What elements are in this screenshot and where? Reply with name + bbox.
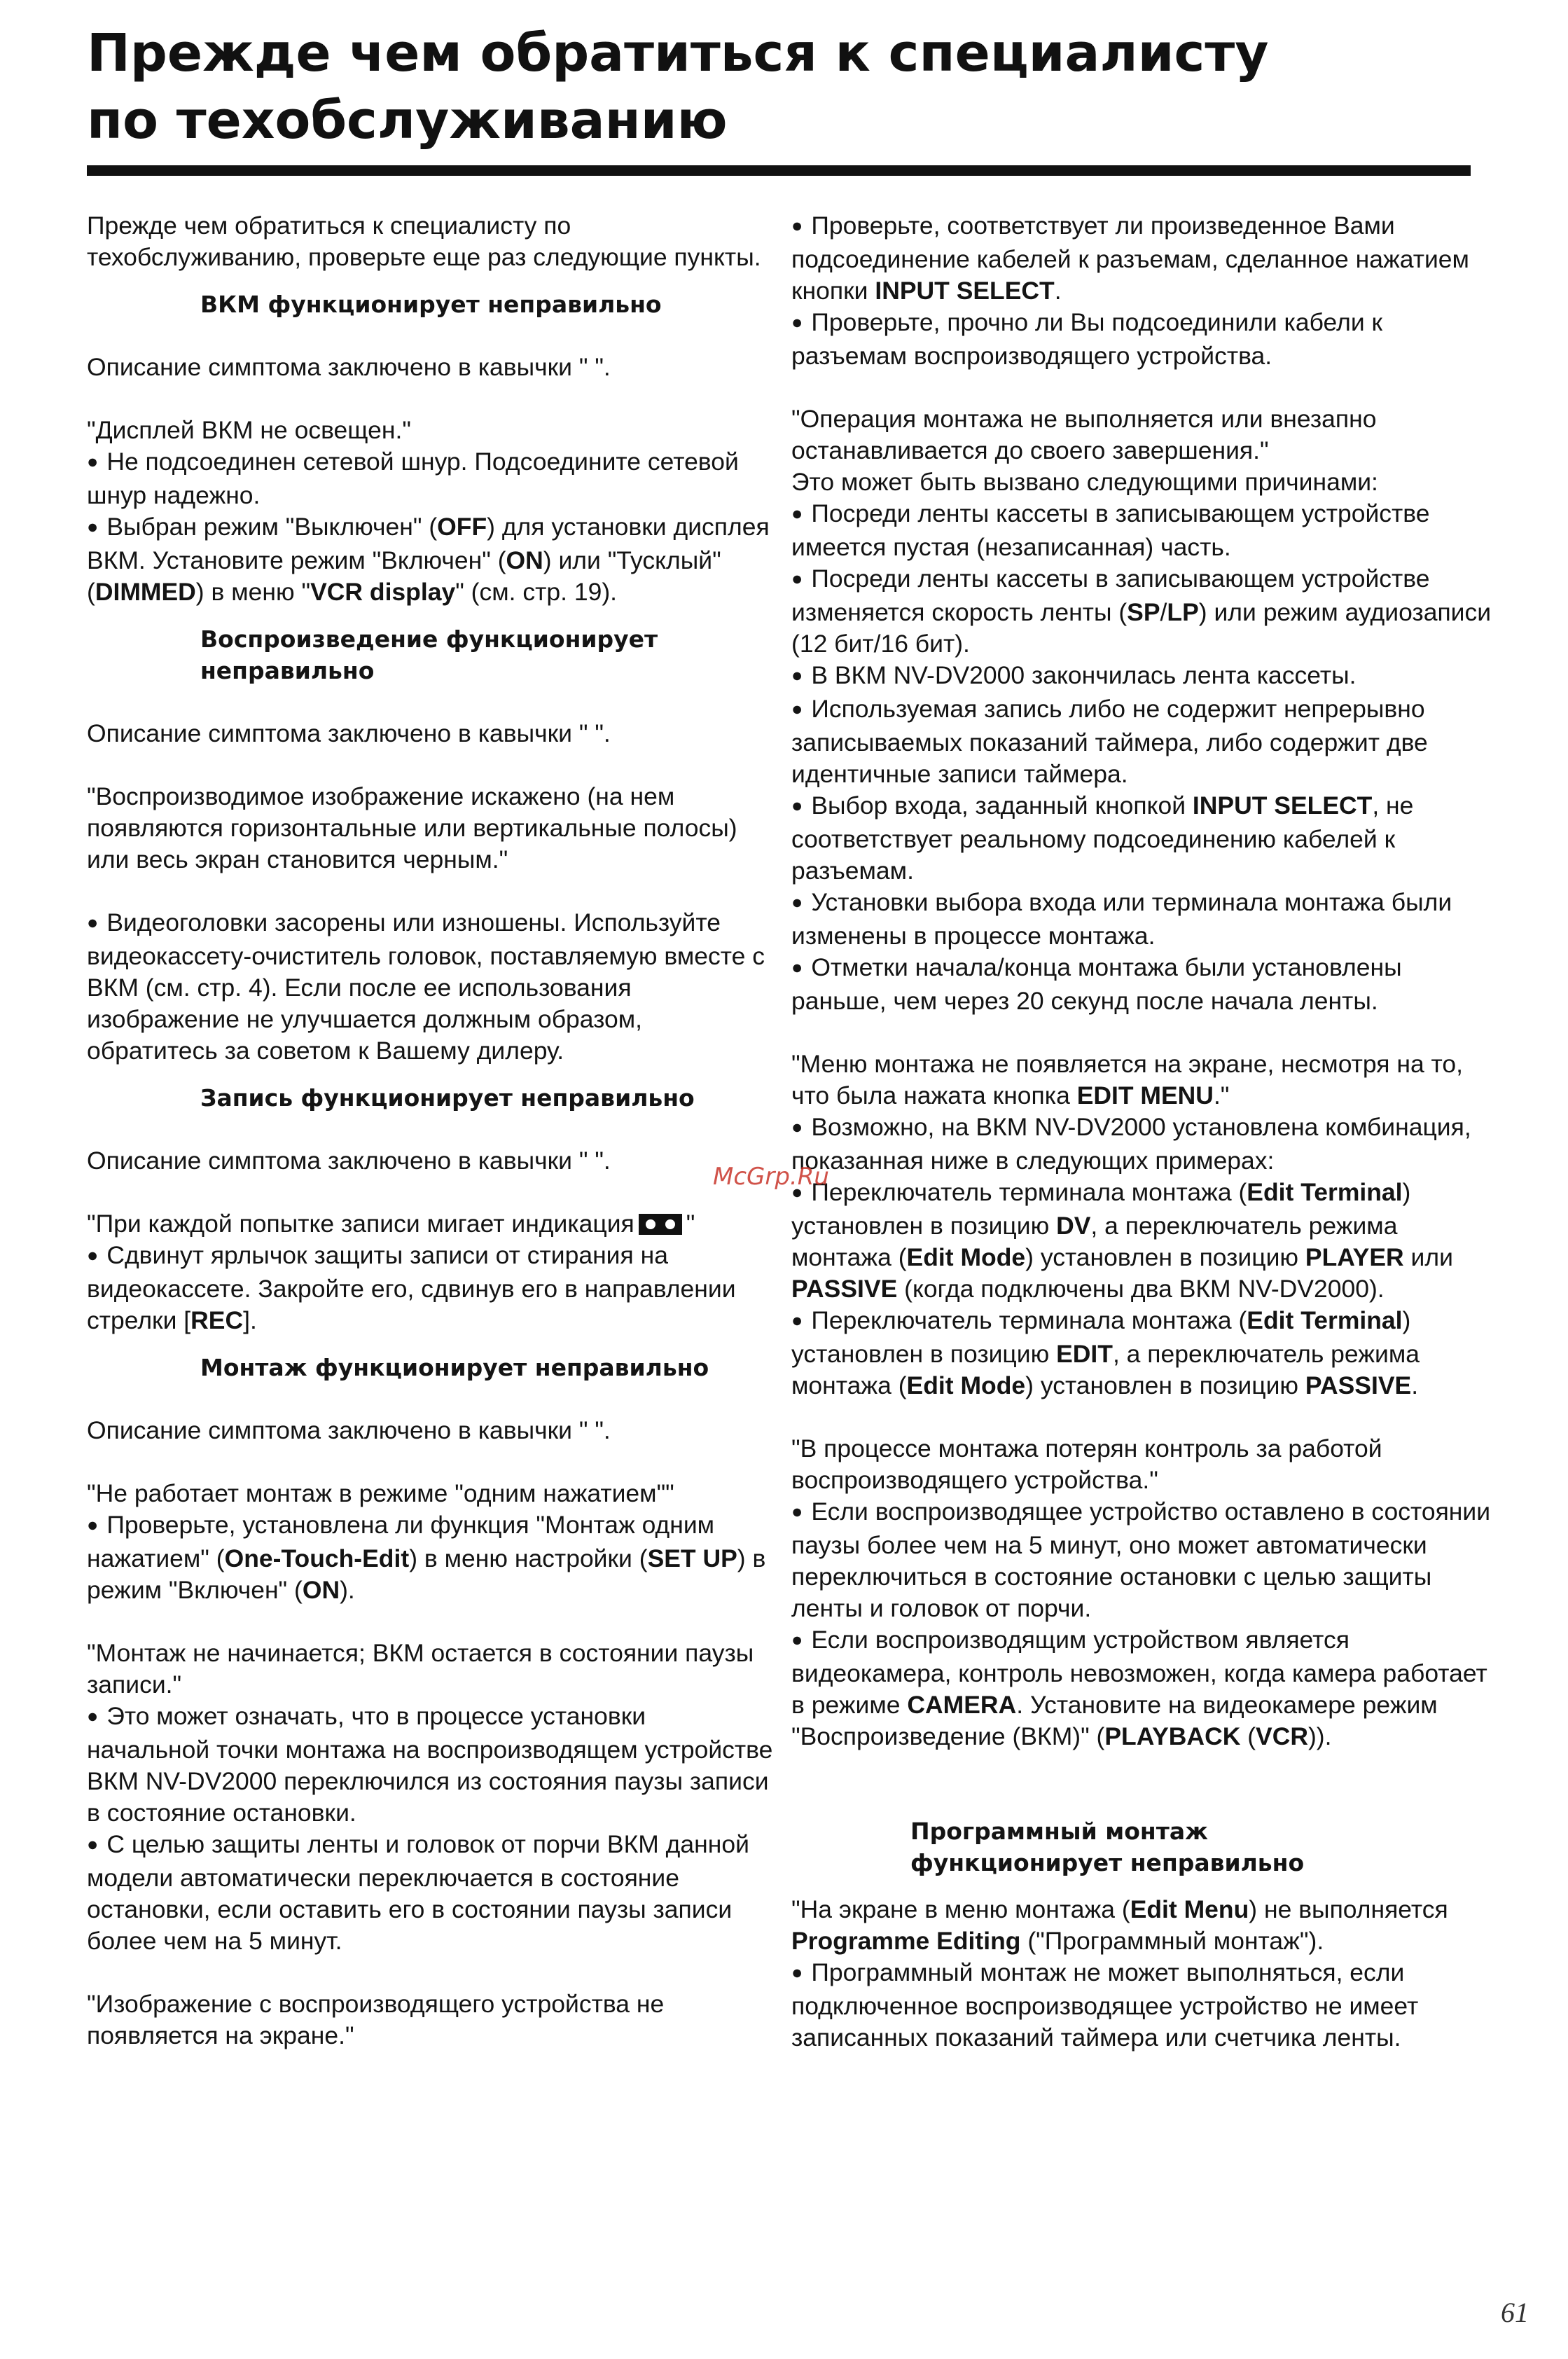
intro-text: Прежде чем обратиться к специалисту по техобслуживанию, проверьте еще раз следующие пункты. xyxy=(87,212,761,271)
symptom-quote: "Дисплей ВКМ не освещен." xyxy=(87,416,411,444)
bullet-item: ● Не подсоединен сетевой шнур. Подсоедините сетевой шнур надежно. xyxy=(87,446,773,511)
bullet-item: ● Посреди ленты кассеты в записывающем устройстве изменяется скорость ленты (SP/LP) или режим аудиозаписи (12 бит/16 бит). xyxy=(791,563,1492,660)
bullet-item: ● В ВКМ NV-DV2000 закончилась лента кассеты. xyxy=(791,660,1492,693)
symptom-note: Описание симптома заключено в кавычки " ". xyxy=(87,353,611,381)
symptom-quote: "Изображение с воспроизводящего устройства не появляется на экране." xyxy=(87,1990,665,2049)
bullet-item: ● Выбор входа, заданный кнопкой INPUT SELECT, не соответствует реальному подсоединению кабелей к разъемам. xyxy=(791,790,1492,887)
bullet-item: ● Проверьте, прочно ли Вы подсоединили кабели к разъемам воспроизводящего устройства. xyxy=(791,307,1492,372)
bullet-item: ● Установки выбора входа или терминала монтажа были изменены в процессе монтажа. xyxy=(791,887,1492,952)
bullet-item: ● Выбран режим "Выключен" (OFF) для установки дисплея ВКМ. Установите режим "Включен" (ON) или "Тусклый" (DIMMED) в меню "VCR display" (см. стр. 19). xyxy=(87,511,773,608)
bullet-item: ● Отметки начала/конца монтажа были установлены раньше, чем через 20 секунд после начала ленты. xyxy=(791,952,1492,1017)
watermark: McGrp.Ru xyxy=(713,1163,829,1191)
symptom-quote: "Воспроизводимое изображение искажено (на нем появляются горизонтальные или вертикальные полосы) или весь экран становится черным." xyxy=(87,782,737,873)
bullet-item: ● Если воспроизводящим устройством является видеокамера, контроль невозможен, когда камера работает в режиме CAMERA. Установите на видеокамере режим "Воспроизведение (ВКМ)" (PLAYBACK (VCR)). xyxy=(791,1624,1492,1752)
page-title-line-2: по техобслуживанию xyxy=(87,90,728,151)
symptom-quote: "Меню монтажа не появляется на экране, несмотря на то, что была нажата кнопка EDIT MENU." xyxy=(791,1050,1464,1109)
symptom-quote: "Не работает монтаж в режиме "одним нажатием"" xyxy=(87,1479,674,1507)
bullet-item: ● Посреди ленты кассеты в записывающем устройстве имеется пустая (незаписанная) часть. xyxy=(791,498,1492,563)
page-title-line-1: Прежде чем обратиться к специалисту xyxy=(87,23,1269,83)
bullet-item: ● Проверьте, соответствует ли произведенное Вами подсоединение кабелей к разъемам, сделанное нажатием кнопки INPUT SELECT. xyxy=(791,210,1492,307)
page-title xyxy=(87,20,1487,154)
section-heading-editing: Монтаж функционирует неправильно xyxy=(200,1354,709,1381)
section-heading-programme-editing: Программный монтаж функционирует неправильно xyxy=(910,1818,1305,1876)
symptom-quote: "На экране в меню монтажа (Edit Menu) не выполняется Programme Editing ("Программный монтаж"). xyxy=(791,1895,1448,1955)
bullet-item: ● Программный монтаж не может выполняться, если подключенное воспроизводящее устройство не имеет записанных показаний таймера или счетчика ленты. xyxy=(791,1957,1492,2054)
symptom-quote: "В процессе монтажа потерян контроль за работой воспроизводящего устройства." xyxy=(791,1434,1382,1494)
symptom-quote: "Операция монтажа не выполняется или внезапно останавливается до своего завершения." xyxy=(791,405,1377,464)
bullet-item: ● Сдвинут ярлычок защиты записи от стирания на видеокассете. Закройте его, сдвинув его в направлении стрелки [REC]. xyxy=(87,1240,773,1336)
bullet-item: ● Переключатель терминала монтажа (Edit Terminal) установлен в позицию DV, а переключатель режима монтажа (Edit Mode) установлен в позицию PLAYER или PASSIVE (когда подключены два ВКМ NV-DV2000). xyxy=(791,1177,1492,1305)
bullet-item: ● Это может означать, что в процессе установки начальной точки монтажа на воспроизводящем устройстве ВКМ NV-DV2000 переключился из состояния паузы записи в состояние остановки. xyxy=(87,1701,773,1829)
cassette-icon xyxy=(639,1214,682,1235)
symptom-quote: "При каждой попытке записи мигает индикация " xyxy=(87,1210,695,1238)
causes-intro: Это может быть вызвано следующими причинами: xyxy=(791,468,1378,496)
bullet-item: ● Возможно, на ВКМ NV-DV2000 установлена комбинация, показанная ниже в следующих примерах: xyxy=(791,1112,1492,1177)
section-heading-vcr: ВКМ функционирует неправильно xyxy=(200,291,662,318)
symptom-note: Описание симптома заключено в кавычки " ". xyxy=(87,1416,611,1444)
symptom-note: Описание симптома заключено в кавычки " ". xyxy=(87,719,611,747)
bullet-item: ● Используемая запись либо не содержит непрерывно записываемых показаний таймера, либо содержит две идентичные записи таймера. xyxy=(791,693,1492,790)
bullet-item: ● Переключатель терминала монтажа (Edit Terminal) установлен в позицию EDIT, а переключатель режима монтажа (Edit Mode) установлен в позицию PASSIVE. xyxy=(791,1305,1492,1402)
section-heading-playback: Воспроизведение функционирует неправильно xyxy=(200,625,658,684)
symptom-quote: "Монтаж не начинается; ВКМ остается в состоянии паузы записи." xyxy=(87,1639,754,1699)
bullet-item: ● Видеоголовки засорены или изношены. Используйте видеокассету-очиститель головок, поставляемую вместе с ВКМ (см. стр. 4). Если после ее использования изображение не улучшается должным образом, обратитесь за советом к Вашему дилеру. xyxy=(87,907,773,1067)
page-number: 61 xyxy=(1501,2297,1529,2328)
symptom-note: Описание симптома заключено в кавычки " ". xyxy=(87,1147,611,1175)
bullet-item: ● С целью защиты ленты и головок от порчи ВКМ данной модели автоматически переключается в состояние остановки, если оставить его в состоянии паузы записи более чем на 5 минут. xyxy=(87,1829,773,1957)
bullet-item: ● Проверьте, установлена ли функция "Монтаж одним нажатием" (One-Touch-Edit) в меню настройки (SET UP) в режим "Включен" (ON). xyxy=(87,1509,773,1606)
right-column xyxy=(791,210,1492,2054)
section-heading-recording: Запись функционирует неправильно xyxy=(200,1084,695,1112)
title-rule xyxy=(87,165,1471,176)
bullet-item: ● Если воспроизводящее устройство оставлено в состоянии паузы более чем на 5 минут, оно может автоматически переключиться в состояние остановки с целью защиты ленты и головок от порчи. xyxy=(791,1496,1492,1624)
left-column xyxy=(87,210,773,2052)
